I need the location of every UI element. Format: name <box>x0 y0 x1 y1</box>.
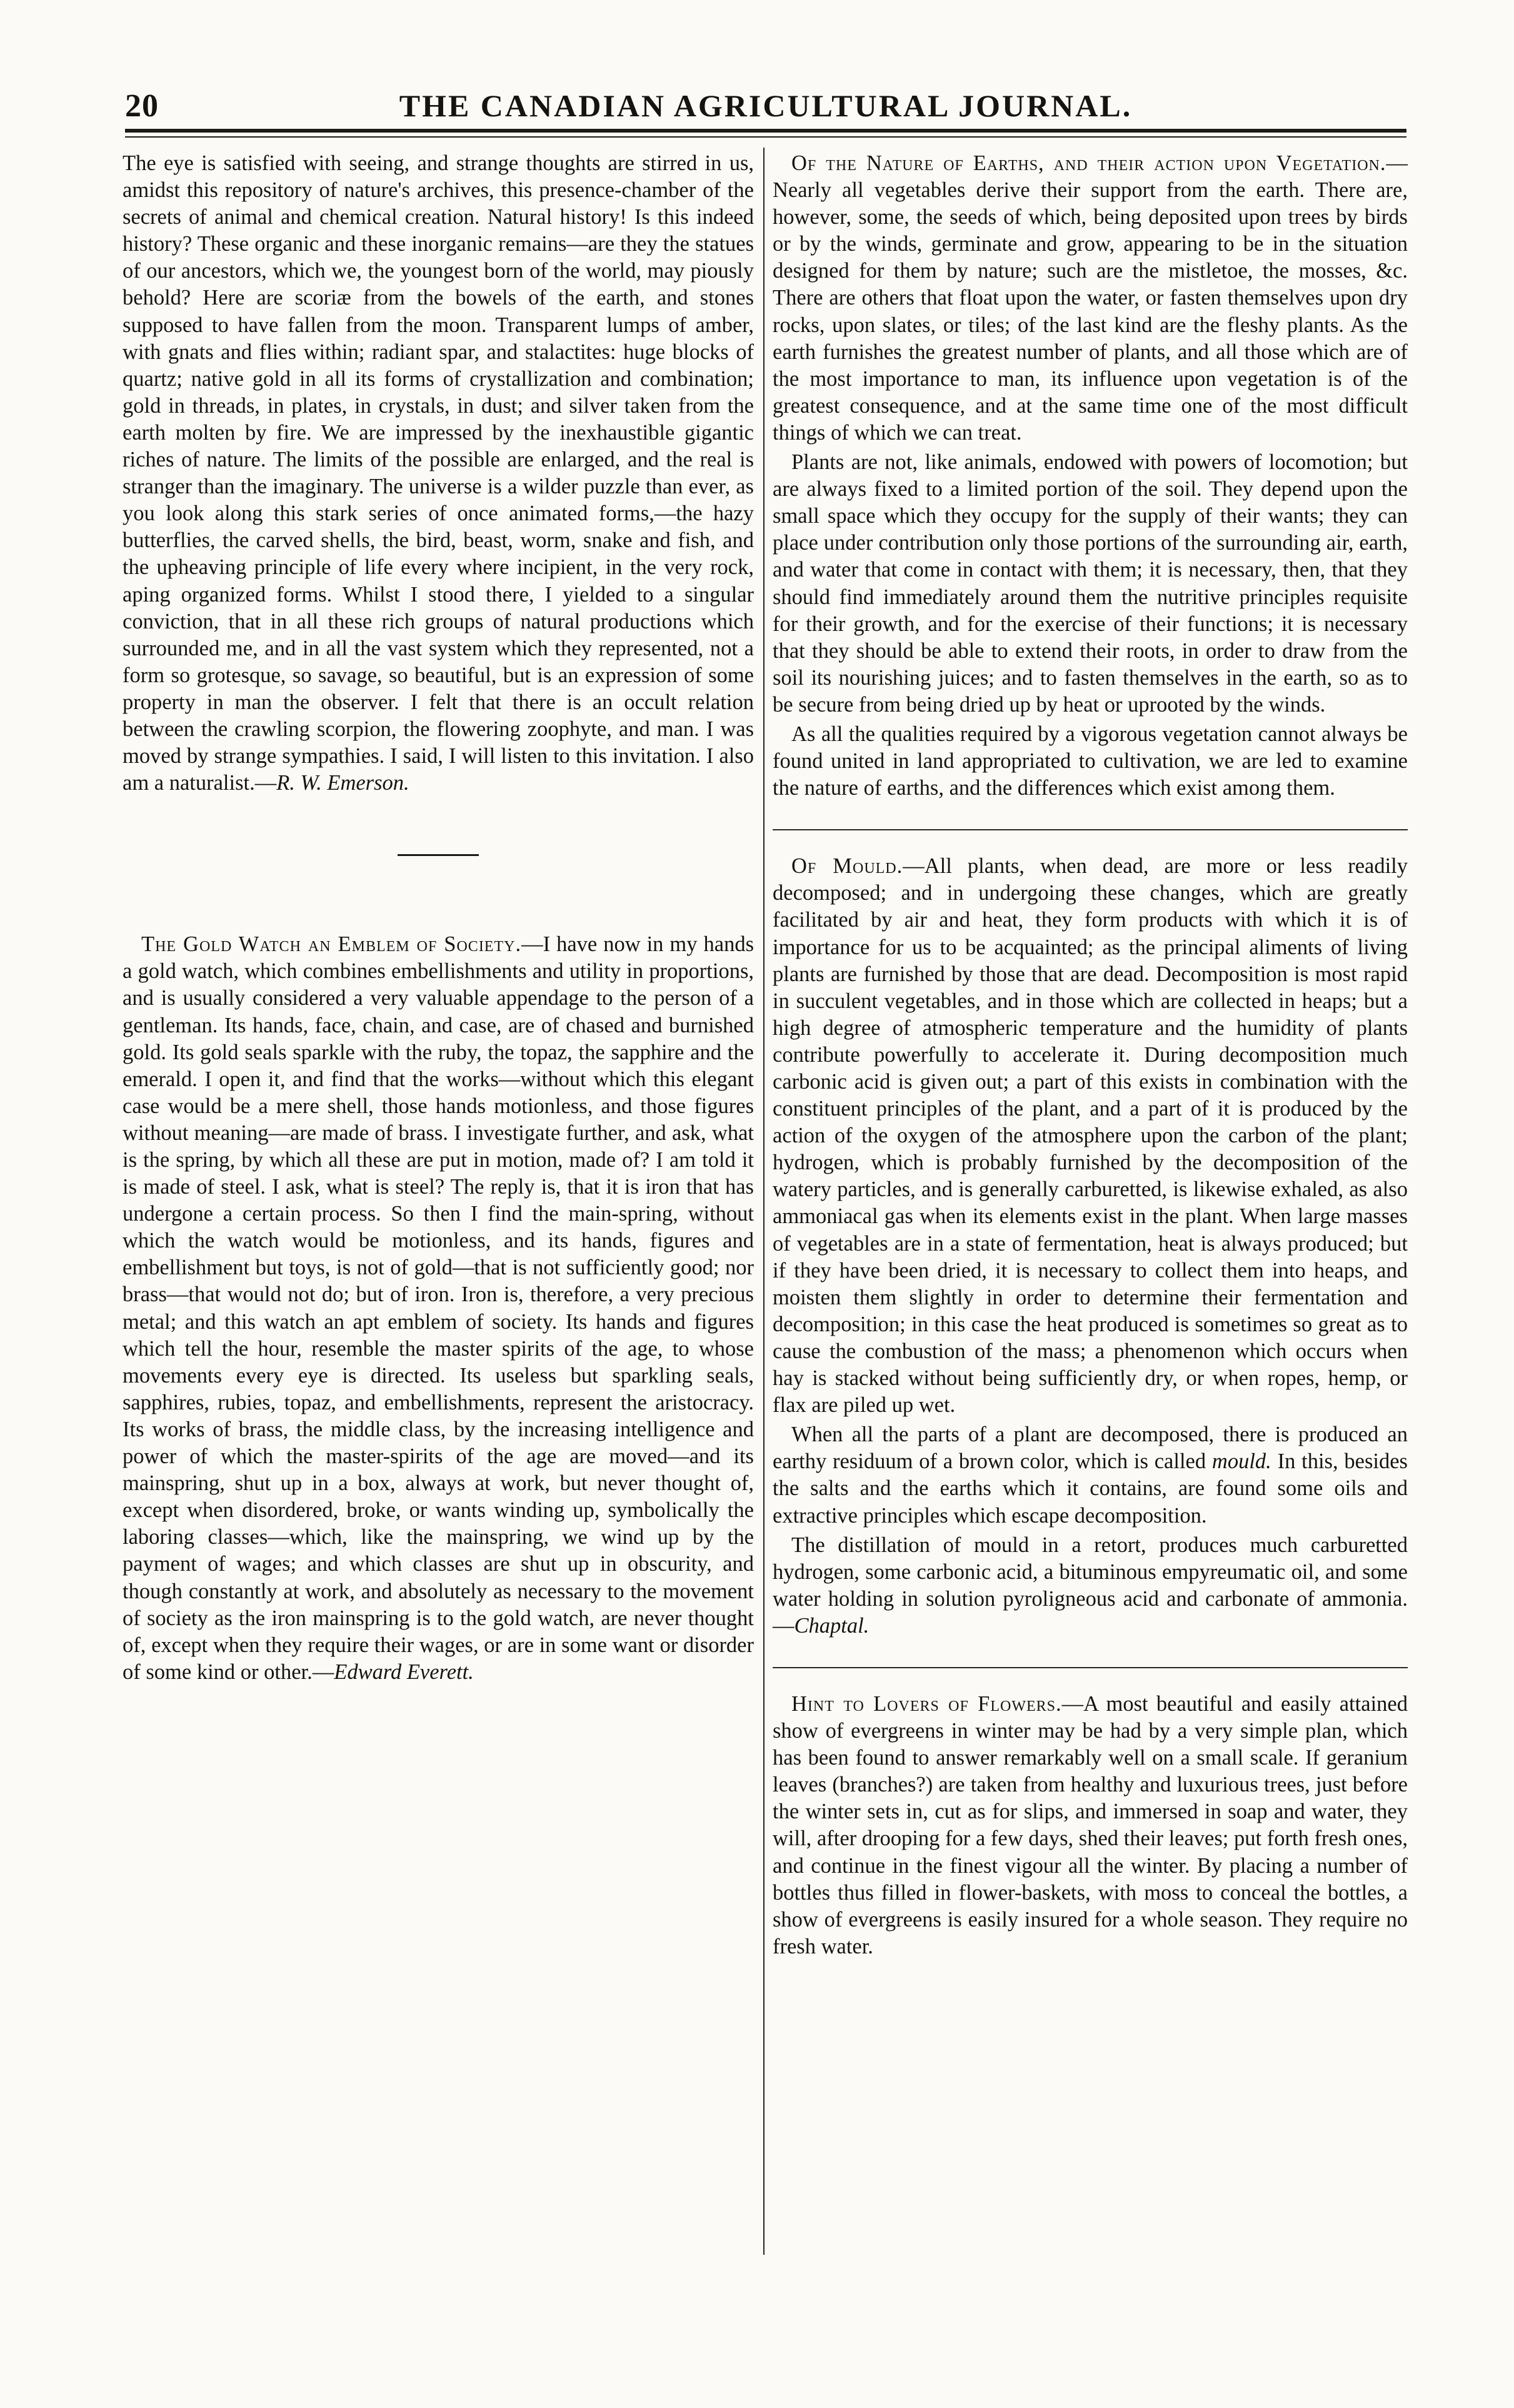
gold-watch-article <box>123 931 754 1686</box>
journal-title: THE CANADIAN AGRICULTURAL JOURNAL. <box>399 88 1133 123</box>
mould-heading: Of Mould. <box>791 854 903 879</box>
header-rule <box>125 129 1406 133</box>
mould-paragraph-3 <box>773 1532 1408 1640</box>
flowers-heading: Hint to Lovers of Flowers. <box>791 1691 1062 1716</box>
emerson-article <box>123 150 754 797</box>
earths-text-1: —Nearly all vegetables derive their support from the earth. There are, however, some, the seeds of which, being deposited upon trees by birds or by the winds, germinate and grow, appearing to be in the situation designed for them by nature; such are the mistletoe, the mosses, &c. There are others that float upon the water, or fasten themselves upon dry rocks, upon slates, or tiles; of the last kind are the fleshy plants. As the earth furnishes the greatest number of plants, and all those which are of the most importance to man, its influence upon vegetation is of the greatest consequence, and at the same time one of the most difficult things of which we can treat. <box>773 151 1408 445</box>
mould-text-2-rest: In this, besides the salts and the earths which it contains, are found some oils and extractive principles which escape decomposition. <box>773 1449 1408 1528</box>
page-number: 20 <box>125 88 159 124</box>
header-rule-thin <box>125 136 1406 138</box>
right-column <box>773 150 1408 2264</box>
emerson-attribution: R. W. Emerson. <box>276 771 409 795</box>
earths-paragraph-3: As all the qualities required by a vigorous vegetation cannot always be found united in land appropriated to cultivation, we are led to examine the nature of earths, and the differences which exist among them. <box>773 722 1408 800</box>
gold-watch-text: —I have now in my hands a gold watch, which combines embellishments and utility in proportions, and is usually considered a very valuable appendage to the person of a gentleman. Its hands, face, chain, and case, are of chased and burnished gold. Its gold seals sparkle with the ruby, the topaz, the sapphire and the emerald. I open it, and find that the works—without which this elegant case would be a mere shell, those hands motionless, and those figures without meaning—are made of brass. I investigate further, and ask, what is the spring, by which all these are put in motion, made of? I am told it is made of steel. I ask, what is steel? The reply is, that it is iron that has undergone a certain process. So then I find the main-spring, without which the watch would be motionless, and its hands, figures and embellishment but toys, is not of gold—that is not sufficiently good; nor brass—that would not do; but of iron. Iron is, therefore, a very precious metal; and this watch an apt emblem of society. Its hands and figures which tell the hour, resemble the master spirits of the age, to whose movements every eye is directed. Its useless but sparkling seals, sapphires, rubies, topaz, and embellishments, represent the aristocracy. Its works of brass, the middle class, by the increasing intelligence and power of which the master-spirits of the age are moved—and its mainspring, shut up in a box, always at work, but never thought of, except when disordered, broke, or wants winding up, symbolically the laboring classes—which, like the mainspring, we wind up by the payment of wages; and which classes are shut up in obscurity, and though constantly at work, and absolutely as necessary to the movement of society as the iron mainspring is to the gold watch, are never thought of, except when they require their wages, or are in some want or disorder of some kind or other.— <box>123 932 754 1684</box>
mould-paragraph-1 <box>773 853 1408 1419</box>
mould-attribution: Chaptal. <box>794 1613 870 1638</box>
column-divider <box>763 148 765 2255</box>
earths-heading: Of the Nature of Earths, and their action upon Vegetation. <box>791 151 1386 175</box>
gold-watch-attribution: Edward Everett. <box>334 1660 474 1684</box>
gold-watch-heading: The Gold Watch an Emblem of Society. <box>141 932 522 957</box>
flowers-text: —A most beautiful and easily attained show of evergreens in winter may be had by a very simple plan, which has been found to answer remarkably well on a small scale. If geranium leaves (branches?) are taken from healthy and luxurious trees, just before the winter sets in, cut as for slips, and immersed in soap and water, they will, after drooping for a few days, shed their leaves; put forth fresh ones, and continue in the finest vigour all the winter. By placing a number of bottles thus filled in flower-baskets, with moss to conceal the bottles, a show of evergreens is easily insured for a whole season. They require no fresh water. <box>773 1691 1408 1958</box>
emerson-text: The eye is satisfied with seeing, and strange thoughts are stirred in us, amidst this repository of nature's archives, this presence-chamber of the secrets of animal and chemical creation. Natural history! Is this indeed history? These organic and these inorganic remains—are they the statues of our ancestors, which we, the youngest born of the world, may piously behold? Here are scoriæ from the bowels of the earth, and stones supposed to have fallen from the moon. Transparent lumps of amber, with gnats and flies within; radiant spar, and stalactites: huge blocks of quartz; native gold in all its forms of crystallization and combination; gold in threads, in plates, in crystals, in dust; and silver taken from the earth molten by fire. We are impressed by the inexhaustible gigantic riches of nature. The limits of the possible are enlarged, and the real is stranger than the imaginary. The universe is a wilder puzzle than ever, as you look along this stark series of once animated forms,—the hazy butterflies, the carved shells, the bird, beast, worm, snake and fish, and the upheaving principle of life every where incipient, in the very rock, aping organized forms. Whilst I stood there, I yielded to a singular conviction, that in all these rich groups of natural productions which surrounded me, and in all the vast system which they represented, not a form so grotesque, so savage, so beautiful, but is an expression of some property in man the observer. I felt that there is an occult relation between the crawling scorpion, the flowering zoophyte, and man. I was moved by strange sympathies. I said, I will listen to this invitation. I also am a naturalist.— <box>123 151 754 795</box>
flowers-article <box>773 1691 1408 1960</box>
mould-text-2: When all the parts of a plant are decomposed, there is produced an earthy residuum of a brown color, which is called <box>773 1423 1408 1474</box>
page-header <box>125 80 1406 125</box>
section-separator <box>773 1667 1408 1668</box>
earths-paragraph-2: Plants are not, like animals, endowed with powers of locomotion; but are always fixed to a limited portion of the soil. They depend upon the small space which they occupy for the supply of their wants; they can place under contribution only those portions of the surrounding air, earth, and water that come in contact with them; it is necessary, then, that they should find immediately around them the nutritive principles requisite for their growth, and for the exercise of their functions; it is necessary that they should be able to extend their roots, in order to draw from the soil its nourishing juices; and to fasten themselves in the earth, so as to be secure from being dried up by heat or uprooted by the winds. <box>773 450 1408 717</box>
mould-text-1: —All plants, when dead, are more or less readily decomposed; and in undergoing these changes, which are greatly facilitated by air and heat, they form products with which it is of importance for us to be acquainted; as the principal aliments of living plants are furnished by those that are dead. Decomposition is most rapid in succulent vegetables, and in those which are collected in heaps; but a high degree of atmospheric temperature and the humidity of plants contribute powerfully to accelerate it. During decomposition much carbonic acid is given out; a part of this exists in combination with the constituent principles of the plant, and a part of it is produced by the action of the oxygen of the atmosphere upon the carbon of the plant; hydrogen, which is probably furnished by the decomposition of the watery particles, and is generally carburetted, is likewise exhaled, as also ammoniacal gas when its elements exist in the plant. When large masses of vegetables are in a state of fermentation, heat is always produced; but if they have been dried, it is necessary to collect them into heaps, and moisten them slightly in order to determine their fermentation and decomposition; in this case the heat produced is sometimes so great as to cause the combustion of the mass; a phenomenon which occurs when hay is stacked without being sufficiently dry, or when ropes, hemp, or flax are piled up wet. <box>773 854 1408 1418</box>
mould-text-3: The distillation of mould in a retort, produces much carburetted hydrogen, some carbonic acid, a bituminous empyreumatic oil, and some water holding in solution pyroligneous acid and carbonate of ammonia.— <box>773 1533 1408 1638</box>
left-column <box>123 150 754 2251</box>
mould-paragraph-2 <box>773 1421 1408 1529</box>
mould-word: mould. <box>1211 1449 1271 1474</box>
section-separator <box>773 829 1408 830</box>
earths-paragraph-1 <box>773 150 1408 446</box>
article-separator <box>398 854 479 856</box>
